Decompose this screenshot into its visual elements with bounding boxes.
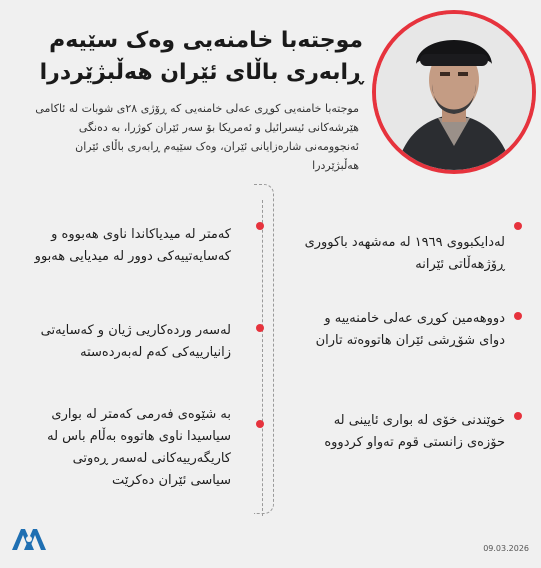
right-fact-3: خوێندنی خۆی لە بواری ئایینی لە حۆزەی زانستی قوم تەواو کردووە <box>324 413 505 450</box>
left-fact-1: کەمتر لە میدیاکاندا ناوی هەبووە و کەسایەتییەکی دوور لە میدیایی هەبوو <box>34 227 231 264</box>
timeline-line <box>262 200 263 516</box>
portrait-photo <box>372 10 536 174</box>
timeline-dot <box>256 222 264 230</box>
right-fact-1: لەدایکبووی ١٩٦٩ لە مەشهەد باکووری ڕۆژهەڵاتی ئێرانە <box>304 235 505 272</box>
headline-line-1: موجتەبا خامنەیی وەک سێیەم <box>49 28 363 53</box>
timeline-dot <box>514 412 522 420</box>
timeline-dot <box>256 324 264 332</box>
timeline-dot <box>514 222 522 230</box>
timeline-dot <box>256 420 264 428</box>
publish-date: 09.03.2026 <box>483 544 529 553</box>
left-fact-3: بە شێوەی فەرمی کەمتر لە بواری سیاسیدا ناوی هاتووە بەڵام باس لە کاریگەرییەکانی لەسەر ڕەوتی سیاسی ئێران دەکرێت <box>47 407 231 488</box>
timeline-connector <box>254 184 274 514</box>
timeline-dot <box>514 312 522 320</box>
headline-line-2: ڕابەری باڵای ئێران هەڵبژێردرا <box>39 60 363 85</box>
right-fact-2: دووهەمین کوڕی عەلی خامنەییە و دوای شۆڕشی ئێران هاتووەتە تاران <box>315 311 505 348</box>
left-fact-2: لەسەر وردەکاریی ژیان و کەسایەتی زانیارییەکی کەم لەبەردەستە <box>40 323 231 360</box>
intro-paragraph: موجتەبا خامنەیی کوڕی عەلی خامنەیی کە ڕۆژی ٢٨ی شوبات لە ئاکامی هێرشەکانی ئیسرائیل و ئەمریکا بۆ سەر ئێران کوژرا، بە دەنگی ئەنجوومەنی شارەزایانی ئێران، وەک سێیەم ڕابەری باڵای ئێران هەڵبژێردرا <box>35 102 359 172</box>
aa-agency-logo-icon <box>10 526 48 552</box>
